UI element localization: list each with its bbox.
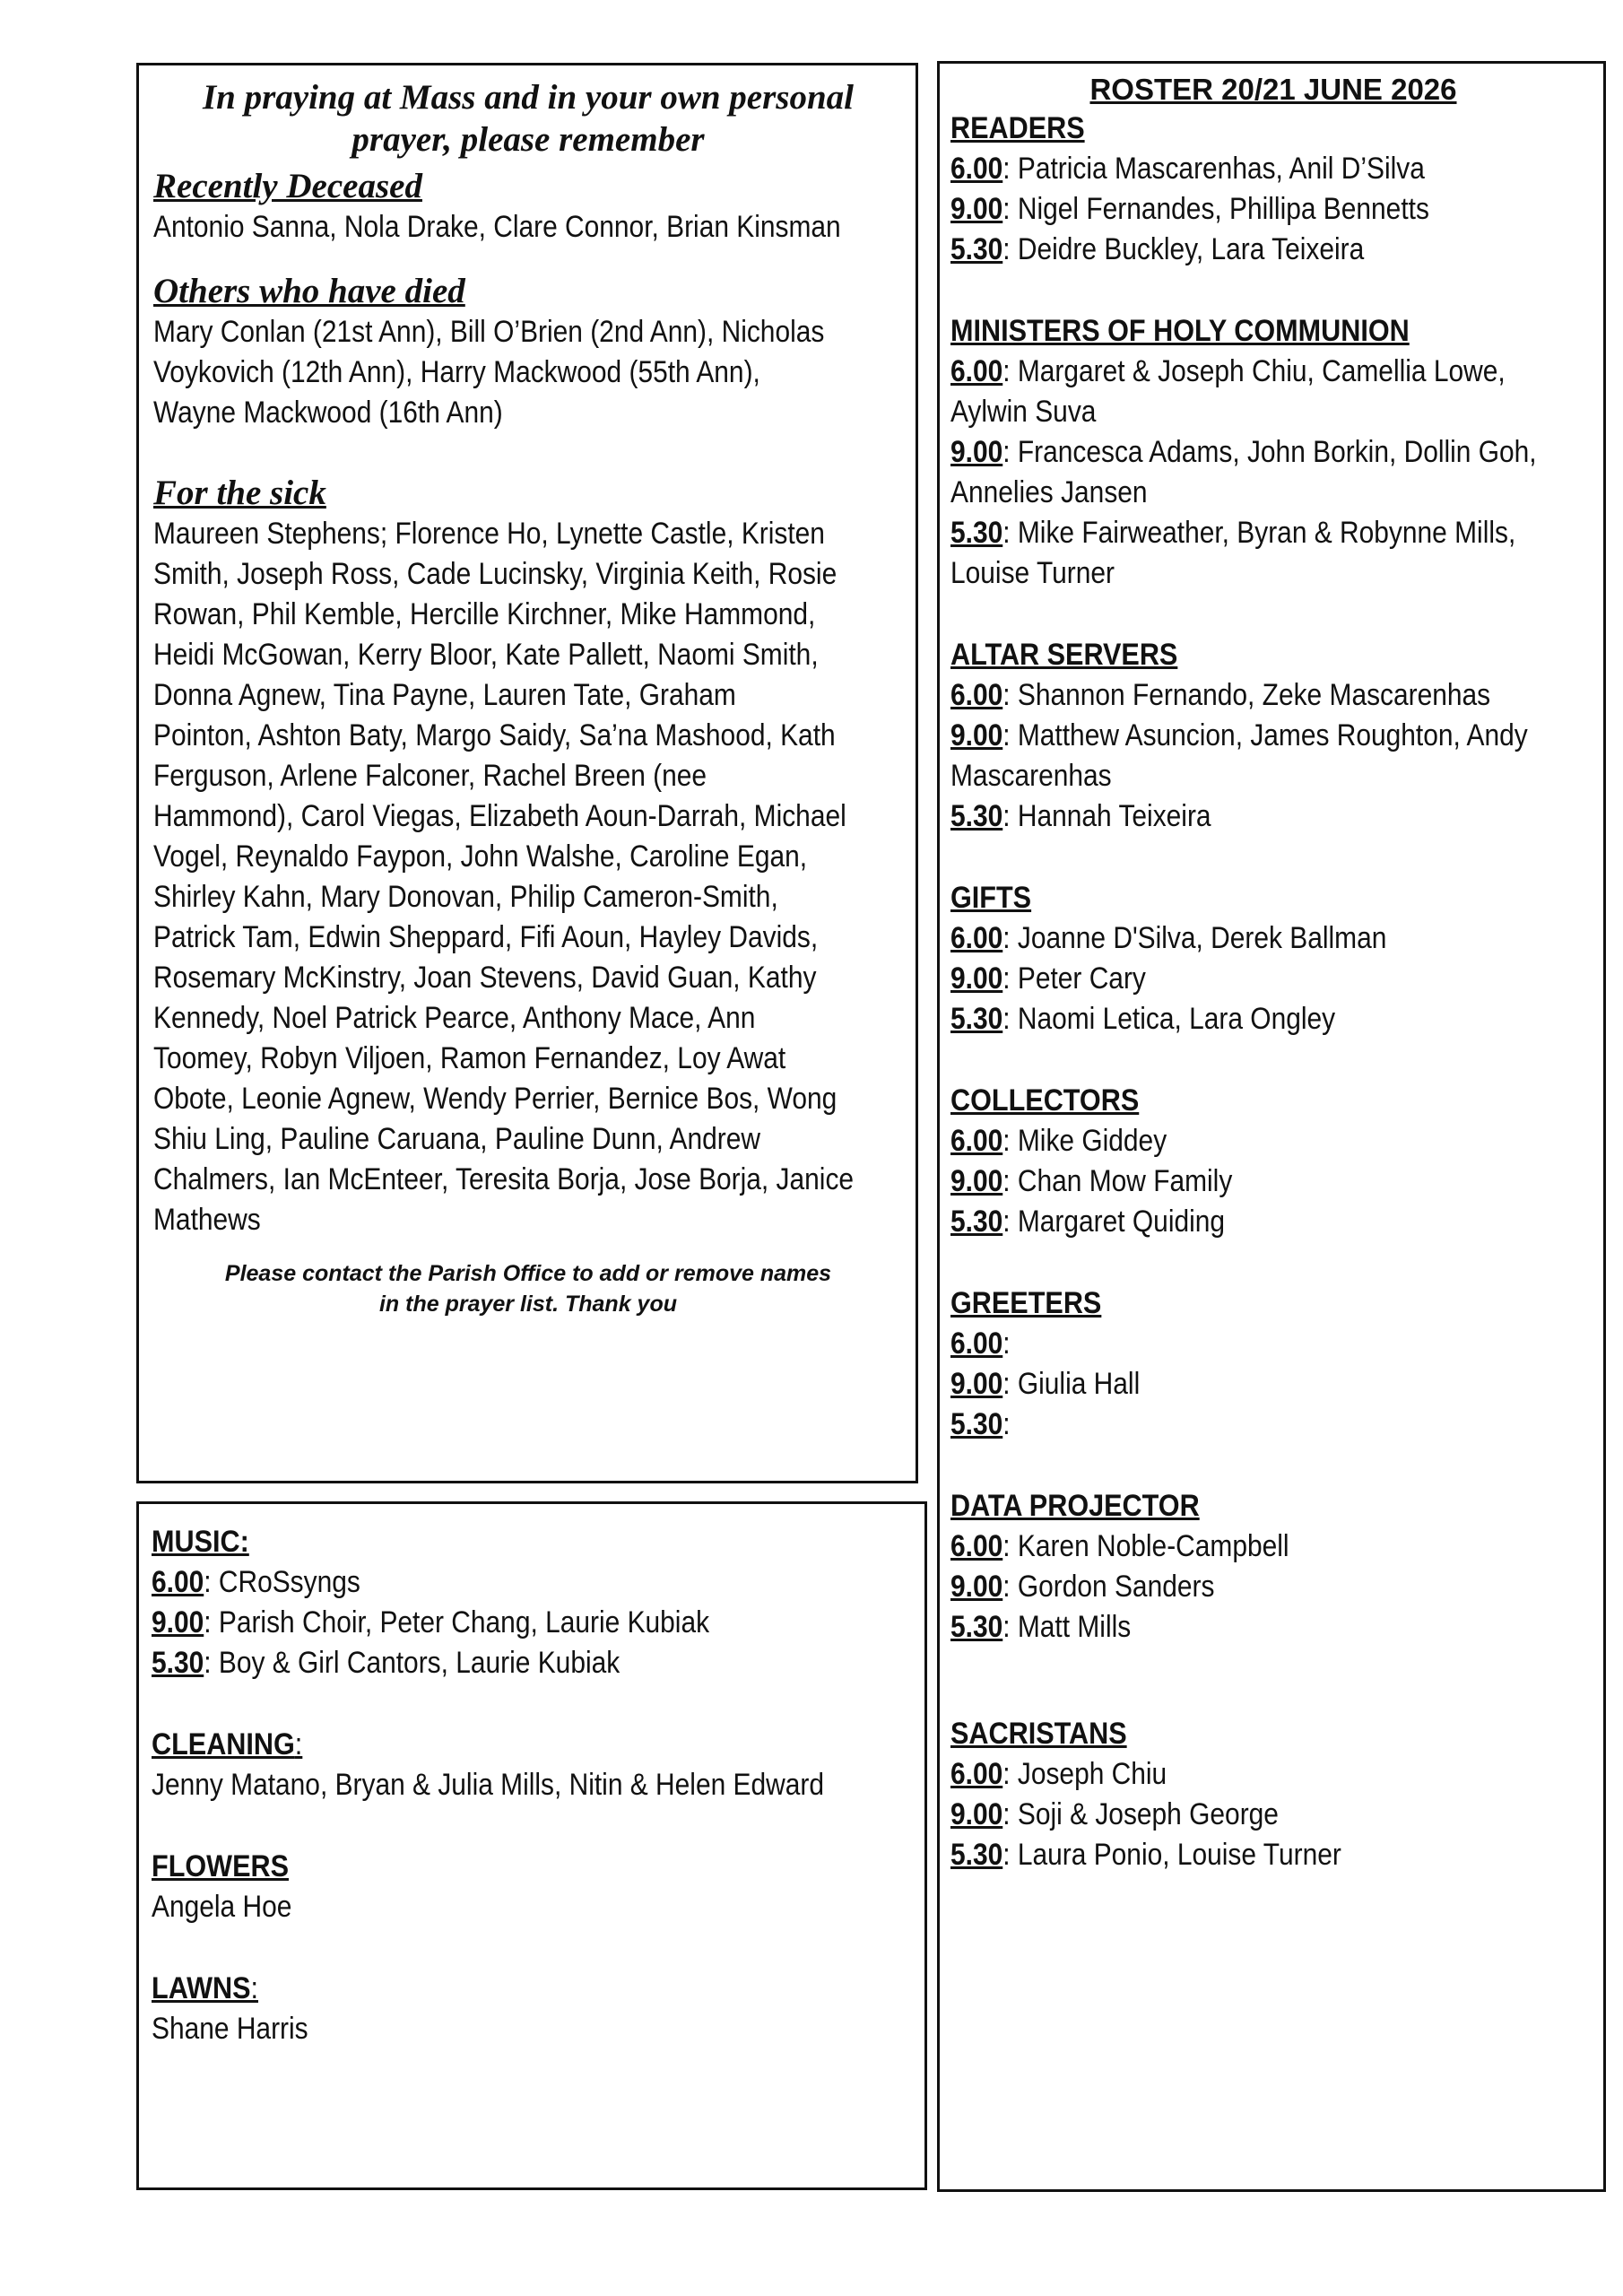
names: : Chan Mow Family [1002, 1164, 1233, 1198]
sick-line: Shiu Ling, Pauline Caruana, Pauline Dunn, Andrew [153, 1122, 760, 1156]
mass-time: 9.00 [152, 1605, 204, 1639]
names: : Mike Giddey [1002, 1124, 1167, 1158]
names: : Matt Mills [1002, 1610, 1132, 1644]
sick-line: Obote, Leonie Agnew, Wendy Perrier, Bernice Bos, Wong [153, 1082, 838, 1116]
names: : Deidre Buckley, Lara Teixeira [1002, 232, 1365, 266]
mass-time: 5.30 [950, 1610, 1003, 1644]
mass-time: 9.00 [950, 961, 1003, 996]
names: : [1002, 1407, 1011, 1441]
altar-row [950, 716, 1593, 756]
duties-box [136, 1501, 927, 2190]
recently-deceased-names: Antonio Sanna, Nola Drake, Clare Connor, Brian Kinsman [153, 210, 841, 244]
greeters-title: GREETERS [950, 1286, 1102, 1320]
flowers-title: FLOWERS [152, 1849, 289, 1883]
names: : Mike Fairweather, Byran & Robynne Mills, [1002, 516, 1516, 550]
roster-box [937, 61, 1606, 2192]
sick-line: Heidi McGowan, Kerry Bloor, Kate Pallett, Naomi Smith, [153, 638, 819, 672]
names: : Boy & Girl Cantors, Laurie Kubiak [204, 1646, 621, 1680]
projector-title: DATA PROJECTOR [950, 1489, 1200, 1523]
mass-time: 6.00 [950, 1124, 1003, 1158]
gifts-row [950, 999, 1593, 1039]
names: : Francesca Adams, John Borkin, Dollin Goh, [1002, 435, 1537, 469]
gifts-row [950, 918, 1593, 959]
sick-line: Toomey, Robyn Viljoen, Ramon Fernandez, Loy Awat [153, 1041, 786, 1075]
readers-row [950, 149, 1593, 189]
collectors-row [950, 1202, 1593, 1242]
greeters-row [950, 1364, 1593, 1405]
mass-time: 6.00 [950, 152, 1003, 186]
sick-line: Rowan, Phil Kemble, Hercille Kirchner, Mike Hammond, [153, 597, 816, 631]
collectors-row [950, 1121, 1593, 1161]
names: : Laura Ponio, Louise Turner [1002, 1838, 1341, 1872]
altar-title: ALTAR SERVERS [950, 638, 1178, 672]
sick-line: Mathews [153, 1203, 261, 1237]
readers-row [950, 189, 1593, 230]
altar-row-cont: Mascarenhas [950, 759, 1112, 793]
communion-row [950, 432, 1593, 473]
gifts-row [950, 959, 1593, 999]
names: : Hannah Teixeira [1002, 799, 1211, 833]
others-died-line: Voykovich (12th Ann), Harry Mackwood (55th Ann), [153, 355, 760, 389]
prayer-heading-line2: prayer, please remember [352, 120, 705, 159]
mass-time: 9.00 [950, 1164, 1003, 1198]
mass-time: 9.00 [950, 1367, 1003, 1401]
communion-row [950, 352, 1593, 392]
others-died-line: Mary Conlan (21st Ann), Bill O’Brien (2nd Ann), Nicholas [153, 315, 825, 349]
mass-time: 6.00 [950, 921, 1003, 955]
sick-list [153, 514, 903, 1240]
sick-line: Chalmers, Ian McEnteer, Teresita Borja, Jose Borja, Janice [153, 1162, 855, 1196]
collectors-title: COLLECTORS [950, 1083, 1140, 1118]
communion-row-cont: Annelies Jansen [950, 475, 1148, 509]
mass-time: 5.30 [950, 1407, 1003, 1441]
roster-title: ROSTER 20/21 JUNE 2026 [1089, 73, 1457, 106]
sick-line: Smith, Joseph Ross, Cade Lucinsky, Virginia Keith, Rosie [153, 557, 838, 591]
names: : Shannon Fernando, Zeke Mascarenhas [1002, 678, 1491, 712]
sick-line: Donna Agnew, Tina Payne, Lauren Tate, Graham [153, 678, 736, 712]
music-row [152, 1562, 907, 1603]
lawns-names: Shane Harris [152, 2012, 308, 2046]
names: : Giulia Hall [1002, 1367, 1141, 1401]
mass-time: 6.00 [950, 1326, 1003, 1361]
others-died-list [153, 312, 903, 433]
cleaning-names: Jenny Matano, Bryan & Julia Mills, Nitin & Helen Edward [152, 1768, 824, 1802]
sacristans-row [950, 1795, 1593, 1835]
names: : CRoSsyngs [204, 1565, 360, 1599]
altar-row [950, 675, 1593, 716]
sick-title: For the sick [153, 474, 326, 512]
mass-time: 5.30 [950, 799, 1003, 833]
names: : Peter Cary [1002, 961, 1146, 996]
mass-time: 9.00 [950, 192, 1003, 226]
lawns-colon: : [250, 1971, 259, 2005]
names: : Margaret & Joseph Chiu, Camellia Lowe, [1002, 354, 1506, 388]
mass-time: 5.30 [950, 1205, 1003, 1239]
names: : Joseph Chiu [1002, 1757, 1167, 1791]
communion-row-cont: Louise Turner [950, 556, 1115, 590]
sick-line: Patrick Tam, Edwin Sheppard, Fifi Aoun, Hayley Davids, [153, 920, 819, 954]
sick-line: Pointon, Ashton Baty, Margo Saidy, Sa’na Mashood, Kath [153, 718, 836, 752]
names: : Parish Choir, Peter Chang, Laurie Kubiak [204, 1605, 710, 1639]
names: : Soji & Joseph George [1002, 1797, 1279, 1831]
names: : Joanne D'Silva, Derek Ballman [1002, 921, 1387, 955]
music-row [152, 1603, 907, 1643]
mass-time: 5.30 [950, 1838, 1003, 1872]
sacristans-row [950, 1835, 1593, 1875]
contact-note-line2: in the prayer list. Thank you [378, 1292, 678, 1317]
names: : Gordon Sanders [1002, 1570, 1215, 1604]
greeters-row [950, 1405, 1593, 1445]
mass-time: 6.00 [950, 1757, 1003, 1791]
mass-time: 6.00 [950, 1529, 1003, 1563]
sick-line: Shirley Kahn, Mary Donovan, Philip Cameron-Smith, [153, 880, 778, 914]
prayer-heading [153, 76, 903, 161]
mass-time: 9.00 [950, 718, 1003, 752]
mass-time: 9.00 [950, 1797, 1003, 1831]
sick-line: Hammond), Carol Viegas, Elizabeth Aoun-Darrah, Michael [153, 799, 846, 833]
projector-row [950, 1567, 1593, 1607]
mass-time: 9.00 [950, 1570, 1003, 1604]
sacristans-row [950, 1754, 1593, 1795]
projector-row [950, 1526, 1593, 1567]
mass-time: 5.30 [950, 516, 1003, 550]
recently-deceased-title: Recently Deceased [153, 167, 422, 205]
names: : Karen Noble-Campbell [1002, 1529, 1289, 1563]
mass-time: 6.00 [950, 354, 1003, 388]
sick-line: Vogel, Reynaldo Faypon, John Walshe, Caroline Egan, [153, 839, 808, 874]
mass-time: 5.30 [152, 1646, 204, 1680]
collectors-row [950, 1161, 1593, 1202]
others-died-title: Others who have died [153, 272, 465, 310]
sacristans-title: SACRISTANS [950, 1717, 1127, 1751]
prayer-list-box [136, 63, 918, 1483]
mass-time: 6.00 [950, 678, 1003, 712]
cleaning-title-text: CLEANING [152, 1727, 295, 1761]
others-died-line: Wayne Mackwood (16th Ann) [153, 396, 503, 430]
communion-row [950, 513, 1593, 553]
names: : [1002, 1326, 1011, 1361]
projector-row [950, 1607, 1593, 1648]
mass-time: 9.00 [950, 435, 1003, 469]
readers-title: READERS [950, 111, 1085, 145]
prayer-heading-line1: In praying at Mass and in your own personal [202, 78, 855, 117]
lawns-title [152, 1969, 911, 2009]
readers-row [950, 230, 1593, 270]
mass-time: 5.30 [950, 232, 1003, 266]
gifts-title: GIFTS [950, 881, 1032, 915]
names: : Matthew Asuncion, James Roughton, Andy [1002, 718, 1528, 752]
mass-time: 6.00 [152, 1565, 204, 1599]
mass-time: 5.30 [950, 1002, 1003, 1036]
flowers-names: Angela Hoe [152, 1890, 292, 1924]
cleaning-title [152, 1725, 911, 1765]
sick-line: Ferguson, Arlene Falconer, Rachel Breen (nee [153, 759, 707, 793]
names: : Patricia Mascarenhas, Anil D’Silva [1002, 152, 1425, 186]
music-title: MUSIC: [152, 1525, 249, 1559]
music-row [152, 1643, 907, 1683]
altar-row [950, 796, 1593, 837]
cleaning-colon: : [294, 1727, 303, 1761]
contact-note [153, 1258, 903, 1319]
sick-line: Kennedy, Noel Patrick Pearce, Anthony Mace, Ann [153, 1001, 756, 1035]
lawns-title-text: LAWNS [152, 1971, 251, 2005]
sick-line: Maureen Stephens; Florence Ho, Lynette Castle, Kristen [153, 517, 825, 551]
names: : Nigel Fernandes, Phillipa Bennetts [1002, 192, 1429, 226]
names: : Naomi Letica, Lara Ongley [1002, 1002, 1336, 1036]
contact-note-line1: Please contact the Parish Office to add or remove names [224, 1261, 832, 1286]
communion-title: MINISTERS OF HOLY COMMUNION [950, 314, 1410, 348]
communion-row-cont: Aylwin Suva [950, 395, 1097, 429]
greeters-row [950, 1324, 1593, 1364]
sick-line: Rosemary McKinstry, Joan Stevens, David Guan, Kathy [153, 961, 817, 995]
names: : Margaret Quiding [1002, 1205, 1226, 1239]
